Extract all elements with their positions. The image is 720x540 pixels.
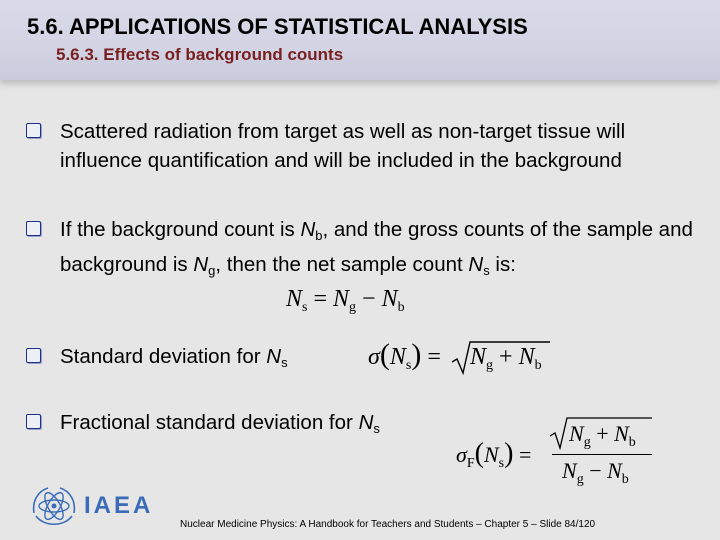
checkbox-bullet-icon (26, 221, 41, 236)
bullet-text: Standard deviation for $N_s$ (60, 345, 288, 370)
net-count-formula: $N_s = N_g - N_b$ (286, 286, 405, 315)
bullet-text: If the background count is $N_b$, and the gross counts of the sample and background is $N_g$, then the net sample count $N_s$ is: (60, 218, 693, 278)
checkbox-bullet-icon (26, 414, 41, 429)
footer-citation: Nuclear Medicine Physics: A Handbook for Teachers and Students – Chapter 5 – Slide 84/120 (180, 519, 596, 530)
atom-icon (28, 483, 80, 531)
fraction-bar (552, 454, 652, 455)
std-dev-formula: $\sigma(N_s)$ = $N_g + N_b$ (368, 338, 558, 378)
bullet-1 (26, 117, 696, 175)
bullet-text: Scattered radiation from target as well as non-target tissue will influence quantification and will be included in the background (60, 120, 626, 172)
checkbox-bullet-icon (26, 348, 41, 363)
iaea-logo: IAEA (84, 492, 154, 519)
slide-subtitle: 5.6.3. Effects of background counts (56, 45, 344, 64)
title-bar (0, 0, 720, 80)
fractional-std-dev-formula: $\sigma_F(N_s)$ = $N_g + N_b$ $N_g - N_b$ (456, 416, 666, 492)
bullet-3 (26, 342, 696, 377)
slide-title: 5.6. APPLICATIONS OF STATISTICAL ANALYSIS (27, 14, 528, 39)
checkbox-bullet-icon (26, 123, 41, 138)
bullet-2 (26, 215, 696, 285)
bullet-text: Fractional standard deviation for $N_s$ (60, 411, 380, 436)
